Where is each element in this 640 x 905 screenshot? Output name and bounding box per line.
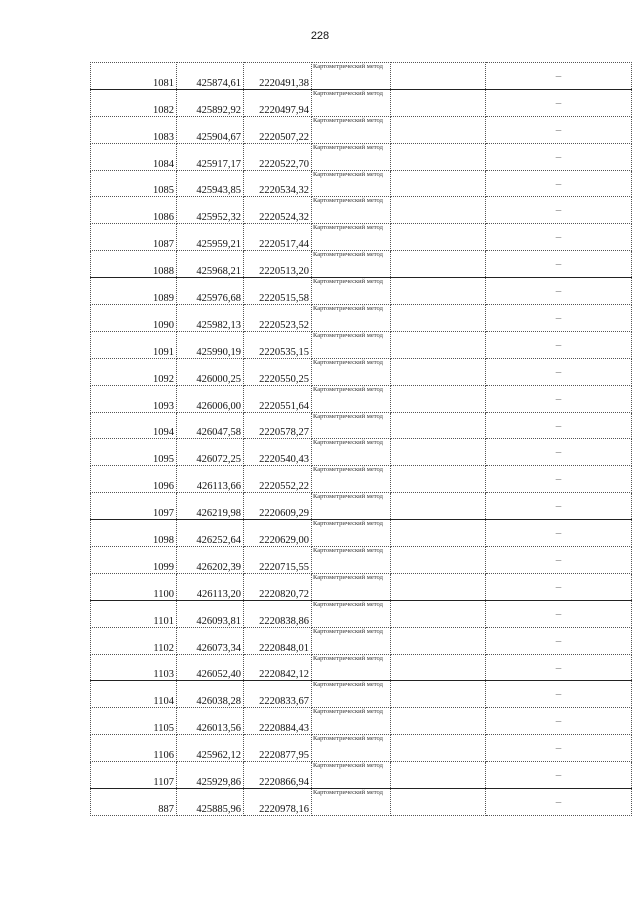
point-number-cell: 1091 [91, 331, 177, 358]
note-cell: – [486, 331, 632, 358]
note-cell: – [486, 412, 632, 439]
method-cell: Картометрический метод [312, 224, 391, 251]
method-cell: Картометрический метод [312, 331, 391, 358]
table-row [91, 654, 632, 681]
table-row [91, 466, 632, 493]
point-number-cell: 1082 [91, 89, 177, 116]
note-cell: – [486, 789, 632, 816]
point-number-cell: 1097 [91, 493, 177, 520]
note-cell: – [486, 708, 632, 735]
point-number-cell: 1106 [91, 735, 177, 762]
note-cell: – [486, 573, 632, 600]
y-coordinate-cell: 2220507,22 [244, 116, 312, 143]
coordinates-table [90, 62, 632, 816]
note-cell: – [486, 681, 632, 708]
note-cell: – [486, 143, 632, 170]
empty-cell [391, 197, 486, 224]
empty-cell [391, 89, 486, 116]
x-coordinate-cell: 425962,12 [177, 735, 244, 762]
point-number-cell: 1090 [91, 305, 177, 332]
y-coordinate-cell: 2220609,29 [244, 493, 312, 520]
table-row [91, 63, 632, 90]
empty-cell [391, 63, 486, 90]
table-row [91, 493, 632, 520]
table-row [91, 116, 632, 143]
point-number-cell: 1092 [91, 358, 177, 385]
method-cell: Картометрический метод [312, 143, 391, 170]
empty-cell [391, 143, 486, 170]
empty-cell [391, 654, 486, 681]
note-cell: – [486, 358, 632, 385]
method-cell: Картометрический метод [312, 681, 391, 708]
method-cell: Картометрический метод [312, 197, 391, 224]
y-coordinate-cell: 2220848,01 [244, 627, 312, 654]
x-coordinate-cell: 426219,98 [177, 493, 244, 520]
method-cell: Картометрический метод [312, 708, 391, 735]
empty-cell [391, 762, 486, 789]
x-coordinate-cell: 426006,00 [177, 385, 244, 412]
note-cell: – [486, 116, 632, 143]
table-row [91, 143, 632, 170]
table-row [91, 412, 632, 439]
table-row [91, 439, 632, 466]
coordinates-table-body [91, 63, 632, 816]
x-coordinate-cell: 426113,20 [177, 573, 244, 600]
point-number-cell: 1087 [91, 224, 177, 251]
y-coordinate-cell: 2220522,70 [244, 143, 312, 170]
x-coordinate-cell: 425968,21 [177, 251, 244, 278]
method-cell: Картометрический метод [312, 466, 391, 493]
note-cell: – [486, 439, 632, 466]
method-cell: Картометрический метод [312, 358, 391, 385]
empty-cell [391, 520, 486, 547]
method-cell: Картометрический метод [312, 789, 391, 816]
empty-cell [391, 251, 486, 278]
method-cell: Картометрический метод [312, 627, 391, 654]
x-coordinate-cell: 425904,67 [177, 116, 244, 143]
point-number-cell: 1093 [91, 385, 177, 412]
table-row [91, 681, 632, 708]
x-coordinate-cell: 425959,21 [177, 224, 244, 251]
x-coordinate-cell: 426052,40 [177, 654, 244, 681]
method-cell: Картометрический метод [312, 89, 391, 116]
y-coordinate-cell: 2220629,00 [244, 520, 312, 547]
x-coordinate-cell: 426073,34 [177, 627, 244, 654]
method-cell: Картометрический метод [312, 520, 391, 547]
y-coordinate-cell: 2220715,55 [244, 547, 312, 574]
point-number-cell: 887 [91, 789, 177, 816]
point-number-cell: 1094 [91, 412, 177, 439]
point-number-cell: 1088 [91, 251, 177, 278]
point-number-cell: 1081 [91, 63, 177, 90]
y-coordinate-cell: 2220842,12 [244, 654, 312, 681]
empty-cell [391, 493, 486, 520]
method-cell: Картометрический метод [312, 654, 391, 681]
x-coordinate-cell: 426047,58 [177, 412, 244, 439]
empty-cell [391, 116, 486, 143]
point-number-cell: 1095 [91, 439, 177, 466]
point-number-cell: 1100 [91, 573, 177, 600]
x-coordinate-cell: 425892,92 [177, 89, 244, 116]
method-cell: Картометрический метод [312, 63, 391, 90]
x-coordinate-cell: 425874,61 [177, 63, 244, 90]
x-coordinate-cell: 425943,85 [177, 170, 244, 197]
empty-cell [391, 358, 486, 385]
note-cell: – [486, 493, 632, 520]
note-cell: – [486, 278, 632, 305]
y-coordinate-cell: 2220517,44 [244, 224, 312, 251]
empty-cell [391, 627, 486, 654]
point-number-cell: 1098 [91, 520, 177, 547]
y-coordinate-cell: 2220540,43 [244, 439, 312, 466]
note-cell: – [486, 520, 632, 547]
note-cell: – [486, 197, 632, 224]
method-cell: Картометрический метод [312, 735, 391, 762]
note-cell: – [486, 547, 632, 574]
x-coordinate-cell: 426113,66 [177, 466, 244, 493]
method-cell: Картометрический метод [312, 170, 391, 197]
note-cell: – [486, 385, 632, 412]
empty-cell [391, 789, 486, 816]
y-coordinate-cell: 2220884,43 [244, 708, 312, 735]
point-number-cell: 1102 [91, 627, 177, 654]
point-number-cell: 1084 [91, 143, 177, 170]
table-row [91, 762, 632, 789]
x-coordinate-cell: 425917,17 [177, 143, 244, 170]
method-cell: Картометрический метод [312, 385, 391, 412]
table-row [91, 305, 632, 332]
table-row [91, 789, 632, 816]
x-coordinate-cell: 425885,96 [177, 789, 244, 816]
empty-cell [391, 681, 486, 708]
table-row [91, 735, 632, 762]
method-cell: Картометрический метод [312, 278, 391, 305]
y-coordinate-cell: 2220524,32 [244, 197, 312, 224]
empty-cell [391, 600, 486, 627]
empty-cell [391, 708, 486, 735]
y-coordinate-cell: 2220535,15 [244, 331, 312, 358]
table-row [91, 89, 632, 116]
point-number-cell: 1089 [91, 278, 177, 305]
method-cell: Картометрический метод [312, 573, 391, 600]
empty-cell [391, 439, 486, 466]
empty-cell [391, 385, 486, 412]
y-coordinate-cell: 2220513,20 [244, 251, 312, 278]
method-cell: Картометрический метод [312, 762, 391, 789]
point-number-cell: 1085 [91, 170, 177, 197]
empty-cell [391, 412, 486, 439]
x-coordinate-cell: 426000,25 [177, 358, 244, 385]
note-cell: – [486, 170, 632, 197]
x-coordinate-cell: 425929,86 [177, 762, 244, 789]
method-cell: Картометрический метод [312, 305, 391, 332]
y-coordinate-cell: 2220552,22 [244, 466, 312, 493]
method-cell: Картометрический метод [312, 116, 391, 143]
y-coordinate-cell: 2220497,94 [244, 89, 312, 116]
method-cell: Картометрический метод [312, 493, 391, 520]
empty-cell [391, 278, 486, 305]
empty-cell [391, 547, 486, 574]
point-number-cell: 1105 [91, 708, 177, 735]
y-coordinate-cell: 2220877,95 [244, 735, 312, 762]
note-cell: – [486, 735, 632, 762]
table-row [91, 170, 632, 197]
page-number: 228 [310, 30, 330, 42]
empty-cell [391, 224, 486, 251]
y-coordinate-cell: 2220978,16 [244, 789, 312, 816]
table-row [91, 251, 632, 278]
table-row [91, 520, 632, 547]
table-row [91, 278, 632, 305]
table-row [91, 600, 632, 627]
point-number-cell: 1101 [91, 600, 177, 627]
y-coordinate-cell: 2220578,27 [244, 412, 312, 439]
y-coordinate-cell: 2220523,52 [244, 305, 312, 332]
note-cell: – [486, 762, 632, 789]
x-coordinate-cell: 426038,28 [177, 681, 244, 708]
x-coordinate-cell: 425982,13 [177, 305, 244, 332]
y-coordinate-cell: 2220491,38 [244, 63, 312, 90]
note-cell: – [486, 89, 632, 116]
y-coordinate-cell: 2220820,72 [244, 573, 312, 600]
x-coordinate-cell: 425990,19 [177, 331, 244, 358]
table-row [91, 627, 632, 654]
method-cell: Картометрический метод [312, 251, 391, 278]
empty-cell [391, 331, 486, 358]
x-coordinate-cell: 425952,32 [177, 197, 244, 224]
empty-cell [391, 735, 486, 762]
empty-cell [391, 466, 486, 493]
y-coordinate-cell: 2220866,94 [244, 762, 312, 789]
table-row [91, 385, 632, 412]
method-cell: Картометрический метод [312, 439, 391, 466]
x-coordinate-cell: 426202,39 [177, 547, 244, 574]
note-cell: – [486, 600, 632, 627]
table-row [91, 708, 632, 735]
y-coordinate-cell: 2220515,58 [244, 278, 312, 305]
x-coordinate-cell: 426072,25 [177, 439, 244, 466]
note-cell: – [486, 627, 632, 654]
method-cell: Картометрический метод [312, 412, 391, 439]
table-row [91, 573, 632, 600]
note-cell: – [486, 251, 632, 278]
y-coordinate-cell: 2220551,64 [244, 385, 312, 412]
point-number-cell: 1096 [91, 466, 177, 493]
y-coordinate-cell: 2220833,67 [244, 681, 312, 708]
x-coordinate-cell: 426013,56 [177, 708, 244, 735]
table-row [91, 331, 632, 358]
y-coordinate-cell: 2220550,25 [244, 358, 312, 385]
empty-cell [391, 305, 486, 332]
note-cell: – [486, 63, 632, 90]
method-cell: Картометрический метод [312, 547, 391, 574]
y-coordinate-cell: 2220838,86 [244, 600, 312, 627]
point-number-cell: 1086 [91, 197, 177, 224]
x-coordinate-cell: 425976,68 [177, 278, 244, 305]
y-coordinate-cell: 2220534,32 [244, 170, 312, 197]
note-cell: – [486, 654, 632, 681]
note-cell: – [486, 466, 632, 493]
point-number-cell: 1099 [91, 547, 177, 574]
table-row [91, 547, 632, 574]
point-number-cell: 1103 [91, 654, 177, 681]
note-cell: – [486, 305, 632, 332]
x-coordinate-cell: 426093,81 [177, 600, 244, 627]
note-cell: – [486, 224, 632, 251]
table-row [91, 197, 632, 224]
method-cell: Картометрический метод [312, 600, 391, 627]
empty-cell [391, 170, 486, 197]
point-number-cell: 1107 [91, 762, 177, 789]
table-row [91, 224, 632, 251]
empty-cell [391, 573, 486, 600]
point-number-cell: 1083 [91, 116, 177, 143]
point-number-cell: 1104 [91, 681, 177, 708]
table-row [91, 358, 632, 385]
x-coordinate-cell: 426252,64 [177, 520, 244, 547]
